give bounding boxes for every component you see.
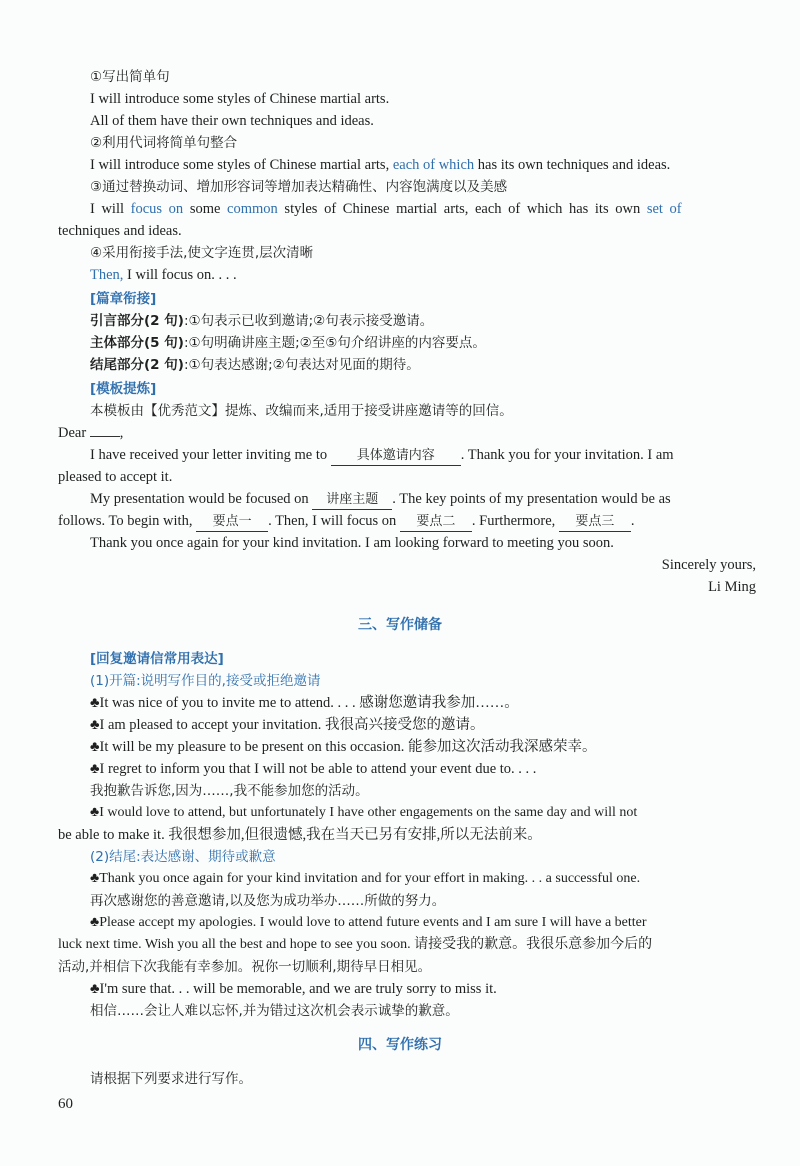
expression: ♣It will be my pleasure to be present on this occasion. 能参加这次活动我深感荣幸。 bbox=[90, 739, 597, 755]
expression: ♣I regret to inform you that I will not be able to attend your event due to. . . . bbox=[90, 761, 537, 777]
sentence: All of them have their own techniques and ideas. bbox=[90, 113, 374, 129]
section-title: 四、写作练习 bbox=[358, 1037, 442, 1053]
closing: Sincerely yours, bbox=[661, 557, 756, 573]
template-intro: 本模板由【优秀范文】提炼、改编而来,适用于接受讲座邀请等的回信。 bbox=[90, 403, 513, 419]
salutation: Dear , bbox=[58, 425, 124, 441]
structure-line: 引言部分(2 句):①句表示已收到邀请;②句表示接受邀请。 bbox=[90, 313, 434, 329]
fill-blank: 具体邀请内容 bbox=[331, 447, 461, 466]
fill-blank: 要点一 bbox=[196, 513, 268, 532]
highlight: set of bbox=[646, 201, 682, 217]
section-heading: [模板提炼] bbox=[90, 381, 157, 397]
expression-translation: 再次感谢您的善意邀请,以及您为成功举办……所做的努力。 bbox=[90, 893, 446, 909]
letter-line: follows. To begin with, 要点一 . Then, I will focus on 要点二 . Furthermore, 要点三 . bbox=[58, 510, 758, 532]
sentence: I will focus on some common styles of Chinese martial arts, each of which has its own set of bbox=[90, 201, 682, 217]
expression-translation: 我抱歉告诉您,因为……,我不能参加您的活动。 bbox=[90, 783, 369, 799]
sub-heading: (1)开篇:说明写作目的,接受或拒绝邀请 bbox=[90, 673, 321, 689]
expression-translation: 相信……会让人难以忘怀,并为错过这次机会表示诚挚的歉意。 bbox=[90, 1003, 459, 1019]
signature: Li Ming bbox=[708, 579, 756, 595]
sentence: Then, I will focus on. . . . bbox=[90, 267, 237, 283]
expression: ♣I would love to attend, but unfortunately I have other engagements on the same day and will not bbox=[90, 805, 638, 820]
highlight: common bbox=[227, 201, 278, 217]
section-title: 三、写作储备 bbox=[358, 617, 442, 633]
letter-line: pleased to accept it. bbox=[58, 469, 173, 485]
highlight: Then, bbox=[90, 267, 124, 283]
structure-line: 主体部分(5 句):①句明确讲座主题;②至⑤句介绍讲座的内容要点。 bbox=[90, 335, 486, 351]
step-2-heading: ②利用代词将简单句整合 bbox=[90, 135, 238, 151]
letter-line: My presentation would be focused on 讲座主题 . The key points of my presentation would be as bbox=[90, 488, 758, 510]
instruction: 请根据下列要求进行写作。 bbox=[90, 1071, 252, 1087]
step-3-heading: ③通过替换动词、增加形容词等增加表达精确性、内容饱满度以及美感 bbox=[90, 179, 508, 195]
expression: 活动,并相信下次我能有幸参加。祝你一切顺利,期待早日相见。 bbox=[58, 959, 432, 975]
section-heading: [回复邀请信常用表达] bbox=[90, 651, 224, 667]
letter-line: I have received your letter inviting me to 具体邀请内容 . Thank you for your invitation. I am bbox=[90, 444, 758, 466]
letter-line: Thank you once again for your kind invitation. I am looking forward to meeting you soon. bbox=[90, 535, 614, 551]
fill-blank: 要点三 bbox=[559, 513, 631, 532]
expression: luck next time. Wish you all the best and hope to see you soon. 请接受我的歉意。我很乐意参加今后的 bbox=[58, 937, 653, 952]
sub-heading: (2)结尾:表达感谢、期待或歉意 bbox=[90, 849, 276, 865]
fill-blank: 要点二 bbox=[400, 513, 472, 532]
fill-blank: 讲座主题 bbox=[312, 491, 392, 510]
expression: ♣It was nice of you to invite me to attend. . . . 感谢您邀请我参加……。 bbox=[90, 695, 519, 711]
expression: ♣Thank you once again for your kind invitation and for your effort in making. . . a successful one. bbox=[90, 871, 641, 886]
highlight: focus on bbox=[130, 201, 184, 217]
highlight: each of which bbox=[392, 157, 475, 173]
expression: ♣Please accept my apologies. I would love to attend future events and I am sure I will have a better bbox=[90, 915, 647, 930]
section-heading: [篇章衔接] bbox=[90, 291, 157, 307]
sentence: I will introduce some styles of Chinese martial arts, each of which has its own techniques and ideas. bbox=[90, 157, 671, 173]
sentence: techniques and ideas. bbox=[58, 223, 182, 239]
sentence: I will introduce some styles of Chinese martial arts. bbox=[90, 91, 390, 107]
structure-line: 结尾部分(2 句):①句表达感谢;②句表达对见面的期待。 bbox=[90, 357, 420, 373]
expression: ♣I am pleased to accept your invitation. 我很高兴接受您的邀请。 bbox=[90, 717, 485, 733]
expression: be able to make it. 我很想参加,但很遗憾,我在当天已另有安排,所以无法前来。 bbox=[58, 827, 542, 843]
page-number: 60 bbox=[58, 1096, 73, 1112]
step-1-heading: ①写出简单句 bbox=[90, 69, 170, 85]
expression: ♣I'm sure that. . . will be memorable, and we are truly sorry to miss it. bbox=[90, 981, 497, 997]
step-4-heading: ④采用衔接手法,使文字连贯,层次清晰 bbox=[90, 245, 314, 261]
name-blank bbox=[90, 436, 120, 437]
